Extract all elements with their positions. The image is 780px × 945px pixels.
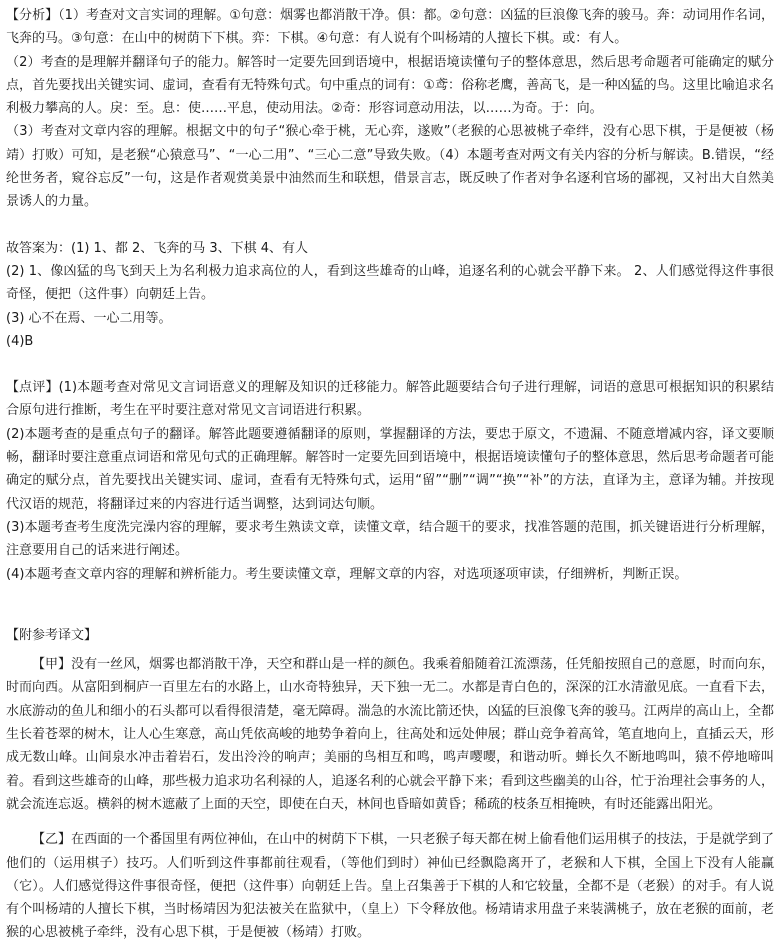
- comment-1: 【点评】(1)本题考查对常见文言词语意义的理解及知识的迁移能力。解答此题要结合句子进行理解，词语的意思可根据知识的积累结合原句进行推断，考生在平时要注意对常见文言词语进行积累。: [6, 380, 774, 419]
- analysis-part-1: 【分析】（1）考查对文言实词的理解。①句意：烟雾也都消散干净。俱：都。②句意：凶猛的巨浪像飞奔的骏马。奔：动词用作名词，飞奔的马。③句意：在山中的树荫下下棋。弈：下棋。④句意：有人说有个叫杨靖的人擅长下棋。或：有人。: [6, 8, 774, 47]
- translation-section: [6, 624, 774, 945]
- answer-3: (3) 心不在焉、一心二用等。: [6, 310, 172, 326]
- spacer: [6, 586, 774, 624]
- translation-heading: 【附参考译文】: [6, 627, 98, 643]
- comment-2: (2)本题考查的是重点句子的翻译。解答此题要遵循翻译的原则，掌握翻译的方法，要忠于原文，不遗漏、不随意增减内容，译文要顺畅，翻译时要注意重点词语和常见句式的正确理解。解答时一定要先回到语境中，根据语境读懂句子的整体意思，然后思考命题者可能确定的赋分点，首先要找出关键实词、虚词，查看有无特殊句式，运用“留”“删”“调”“换”“补”的方法，直译为主，意译为辅。并按现代汉语的规范，将翻译过来的内容进行适当调整，达到词达句顺。: [6, 426, 774, 512]
- spacer: [6, 353, 774, 376]
- spacer: [6, 816, 774, 828]
- analysis-section: [6, 4, 774, 214]
- answer-2: (2) 1、像凶猛的鸟飞到天上为名利极力追求高位的人，看到这些雄奇的山峰，追逐名利的心就会平静下来。 2、人们感觉得这件事很奇怪，便把（这件事）向朝廷上告。: [6, 263, 774, 303]
- comment-3: (3)本题考查考生度洗完澡内容的理解，要求考生熟读文章，读懂文章，结合题干的要求，找准答题的范围，抓关键语进行分析理解，注意要用自己的话来进行阐述。: [6, 519, 774, 559]
- analysis-part-3: （3）考查对文章内容的理解。根据文中的句子“猴心牵于桃，无心弈，遂败”（老猴的心思被桃子牵绊，没有心思下棋，于是便被（杨靖）打败）可知，是老猴“心猿意马”、“一心二用”、“三心二意”导致失败。（4）本题考查对两文有关内容的分析与解读。B.错误，“经纶世务者，窥谷忘反”一句，这是作者观赏美景中油然而生和联想，借景言志，既反映了作者对争名逐利官场的鄙视，又衬出大自然美景诱人的力量。: [6, 124, 774, 210]
- answers-section: [6, 237, 774, 353]
- spacer: [6, 214, 774, 237]
- comment-4: (4)本题考查文章内容的理解和辨析能力。考生要读懂文章，理解文章的内容，对选项逐项审读，仔细辨析，判断正误。: [6, 566, 688, 582]
- analysis-part-2: （2）考查的是理解并翻译句子的能力。解答时一定要先回到语境中，根据语境读懂句子的整体意思，然后思考命题者可能确定的赋分点，首先要找出关键实词、虚词，查看有无特殊句式。句中重点的词有：①鸢：俗称老鹰，善高飞，是一种凶猛的鸟。这里比喻追求名利极力攀高的人。戾：至。息：使……平息，使动用法。②奇：形容词意动用法，以……为奇。于：向。: [6, 54, 774, 117]
- comment-section: [6, 376, 774, 586]
- translation-jia: 【甲】没有一丝风，烟雾也都消散干净，天空和群山是一样的颜色。我乘着船随着江流漂荡，任凭船按照自己的意愿，时而向东，时而向西。从富阳到桐庐一百里左右的水路上，山水奇特独异，天下独一无二。水都是青白色的，深深的江水清澈见底。一直看下去，水底游动的鱼儿和细小的石头都可以看得很清楚，毫无障碍。湍急的水流比箭还快，凶猛的巨浪像飞奔的骏马。江两岸的高山上，全都生长着苍翠的树木，让人心生寒意，高山凭依高峻的地势争着向上，往高处和远处伸展；群山竞争着高耸，笔直地向上，直插云天，形成无数山峰。山间泉水冲击着岩石，发出泠泠的响声；美丽的鸟相互和鸣，鸣声嘤嘤，和谐动听。蝉长久不断地鸣叫，猿不停地啼叫着。看到这些雄奇的山峰，那些极力追求功名利禄的人，追逐名利的心就会平静下来；看到这些幽美的山谷，忙于治理社会事务的人，就会流连忘返。横斜的树木遮蔽了上面的天空，即使在白天，林间也昏暗如黄昏；稀疏的枝条互相掩映，有时还能露出阳光。: [6, 657, 774, 812]
- answer-4: (4)B: [6, 333, 34, 349]
- translation-yi: 【乙】在西面的一个番国里有两位神仙，在山中的树荫下下棋，一只老猴子每天都在树上偷看他们运用棋子的技法，于是就学到了他们的（运用棋子）技巧。人们听到这件事都前往观看，（等他们到时）神仙已经飘隐离开了，老猴和人下棋，全国上下没有人能赢（它）。人们感觉得这件事很奇怪，便把（这件事）向朝廷上告。皇上召集善于下棋的人和它较量，全都不是（老猴）的对手。有人说有个叫杨靖的人擅长下棋，当时杨靖因为犯法被关在监狱中，（皇上）下令释放他。杨靖请求用盘子来装满桃子，放在老猴的面前，老猴的心思被桃子牵绊，没有心思下棋，于是便被（杨靖）打败。: [6, 832, 774, 941]
- answer-1: 故答案为：(1) 1、都 2、飞奔的马 3、下棋 4、有人: [6, 240, 309, 256]
